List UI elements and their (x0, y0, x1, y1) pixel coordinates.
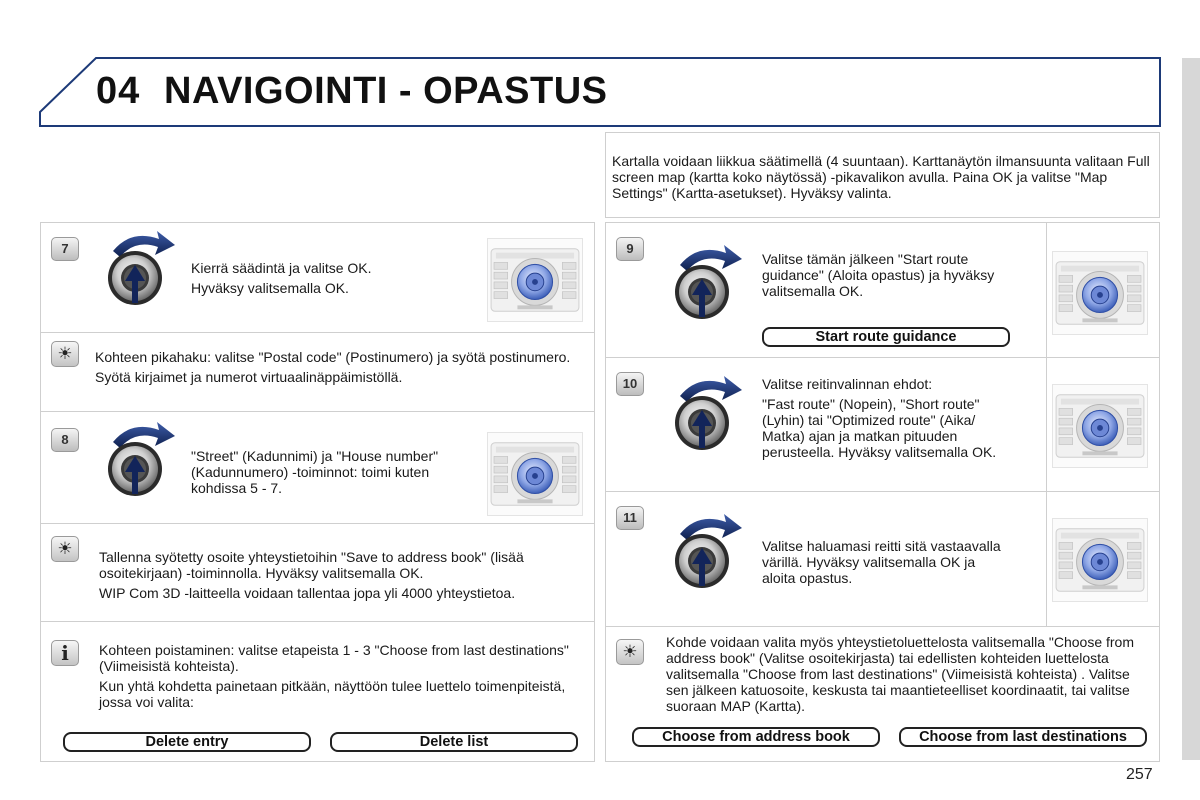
step-10-p1: Valitse reitinvalinnan ehdot: (762, 376, 933, 392)
side-tab (1182, 58, 1200, 760)
control-panel-icon (1052, 251, 1148, 335)
control-panel-icon (487, 432, 583, 516)
intro-text: Kartalla voidaan liikkua säätimellä (4 suuntaan). Karttanäytön ilmansuunta valitaan Full screen map (kartta koko näytössä) -pikavalikon avulla. Paina OK ja valitse "Map Settings" (Kartta-asetukset). Hyväksy valinta. (612, 153, 1150, 201)
divider (1046, 492, 1047, 627)
step-9-text: Valitse tämän jälkeen "Start route guidance" (Aloita opastus) ja hyväksy valitsemalla OK. (762, 251, 995, 299)
tip-2-p2: WIP Com 3D -laitteella voidaan tallentaa jopa yli 4000 yhteystietoa. (99, 585, 516, 601)
step-11-badge: 11 (616, 506, 644, 530)
chapter-title: NAVIGOINTI - OPASTUS (164, 70, 608, 112)
step-8-box (40, 411, 595, 524)
sun-tip-icon: ☀ (51, 341, 79, 367)
info-p2: Kun yhtä kohdetta painetaan pitkään, näyttöön tulee luettelo toimenpiteistä, jossa voi valita: (99, 678, 566, 710)
rotary-knob-icon (672, 372, 750, 450)
sun-tip-icon: ☀ (51, 536, 79, 562)
chapter-number: 04 (96, 70, 141, 112)
delete-entry-button[interactable]: Delete entry (63, 732, 311, 752)
step-7-line-1: Kierrä säädintä ja valitse OK. (191, 260, 372, 276)
divider (1046, 358, 1047, 492)
rotary-knob-icon (672, 510, 750, 588)
start-route-guidance-button[interactable]: Start route guidance (762, 327, 1010, 347)
info-box (40, 621, 595, 762)
info-text (99, 642, 583, 714)
control-panel-icon (1052, 384, 1148, 468)
info-p1: Kohteen poistaminen: valitse etapeista 1 - 3 "Choose from last destinations" (Viimeisistä kohteista). (99, 642, 569, 674)
step-9-box (605, 222, 1160, 358)
intro-box (605, 132, 1160, 218)
step-7-box (40, 222, 595, 333)
tip-2-box (40, 523, 595, 622)
step-11-text: Valitse haluamasi reitti sitä vastaavalla värillä. Hyväksy valitsemalla OK ja aloita opastus. (762, 538, 1001, 586)
step-10-box (605, 357, 1160, 492)
step-7-text (191, 260, 491, 300)
tip-1-p1: Kohteen pikahaku: valitse "Postal code" (Postinumero) ja syötä postinumero. (95, 349, 571, 365)
tip-3-box (605, 626, 1160, 762)
divider (1046, 223, 1047, 358)
step-10-badge: 10 (616, 372, 644, 396)
sun-tip-icon: ☀ (616, 639, 644, 665)
step-11-box (605, 491, 1160, 627)
delete-list-button[interactable]: Delete list (330, 732, 578, 752)
tip-1-p2: Syötä kirjaimet ja numerot virtuaalinäppäimistöllä. (95, 369, 403, 385)
tip-3-text: Kohde voidaan valita myös yhteystietoluettelosta valitsemalla "Choose from address book" (Valitse osoitekirjasta) tai edellisten kohteiden luettelosta valitsemalla "Choose from last destinations" (Viimeisistä kohteista) . Valitse sen jälkeen katuosoite, keskusta tai maantieteelliset koordinaatit, tai valitse suoraan MAP (Kartta). (666, 634, 1134, 714)
step-7-badge: 7 (51, 237, 79, 261)
page-number: 257 (1126, 766, 1153, 783)
rotary-knob-icon (105, 418, 183, 496)
tip-1-text (95, 349, 575, 389)
control-panel-icon (1052, 518, 1148, 602)
step-8-text: "Street" (Kadunnimi) ja "House number" (Kadunnumero) -toiminnot: toimi kuten kohdissa 5 - 7. (191, 448, 439, 496)
step-7-line-2: Hyväksy valitsemalla OK. (191, 280, 349, 296)
control-panel-icon (487, 238, 583, 322)
rotary-knob-icon (105, 227, 183, 305)
tip-1-box (40, 332, 595, 412)
tip-2-p1: Tallenna syötetty osoite yhteystietoihin "Save to address book" (lisää osoitekirjaan) -toiminnolla. Hyväksy valitsemalla OK. (99, 549, 524, 581)
rotary-knob-icon (672, 241, 750, 319)
step-9-badge: 9 (616, 237, 644, 261)
choose-from-address-book-button[interactable]: Choose from address book (632, 727, 880, 747)
step-8-badge: 8 (51, 428, 79, 452)
step-10-text (762, 376, 1014, 464)
step-10-p2: "Fast route" (Nopein), "Short route" (Lyhin) tai "Optimized route" (Aika/ Matka) ajan ja matkan pituuden perusteella. Hyväksy valitsemalla OK. (762, 396, 997, 460)
tip-2-text (99, 549, 583, 605)
info-icon: i (51, 640, 79, 666)
choose-from-last-destinations-button[interactable]: Choose from last destinations (899, 727, 1147, 747)
